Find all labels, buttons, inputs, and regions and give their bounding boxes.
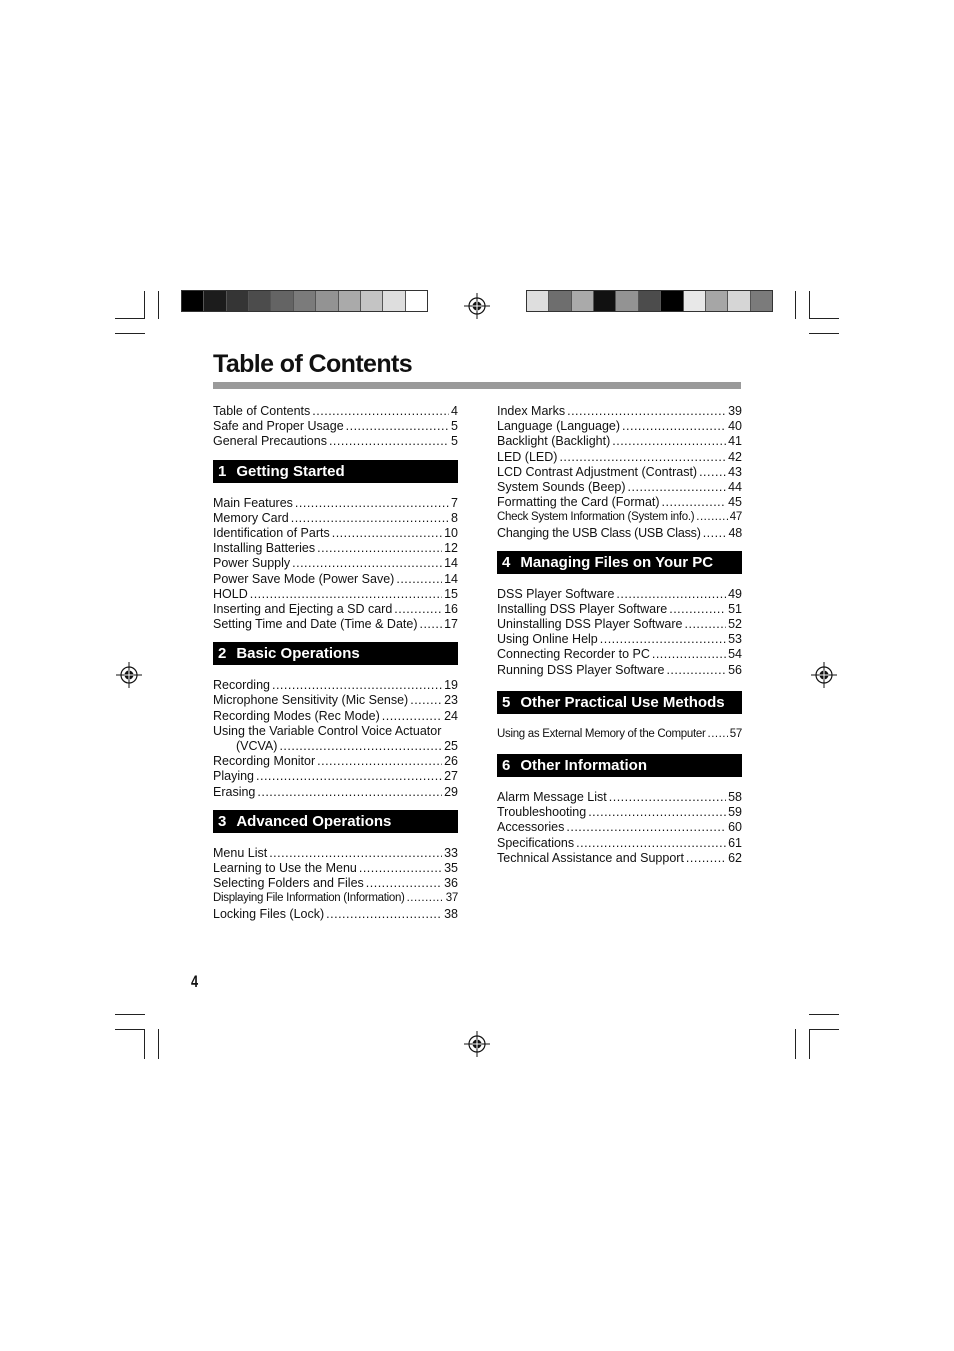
toc-entry[interactable]: Connecting Recorder to PC ..... 54 [497, 647, 742, 662]
page-number: 4 [191, 972, 199, 991]
toc-entry[interactable]: Recording Modes (Rec Mode) ..... 24 [213, 709, 458, 724]
crop-mark [809, 1029, 839, 1030]
registration-mark-icon [116, 662, 142, 688]
color-swatch [361, 291, 383, 311]
toc-entry[interactable]: Troubleshooting ..... 59 [497, 805, 742, 820]
registration-mark-icon [811, 662, 837, 688]
section-header-other-practical-use: 5 Other Practical Use Methods [497, 691, 742, 714]
color-swatch [227, 291, 249, 311]
color-swatch [751, 291, 772, 311]
color-swatch [616, 291, 638, 311]
crop-mark [795, 291, 796, 319]
color-swatch [572, 291, 594, 311]
color-swatch [549, 291, 571, 311]
toc-entry[interactable]: Using Online Help ..... 53 [497, 632, 742, 647]
color-swatch [383, 291, 405, 311]
color-swatch [204, 291, 226, 311]
crop-mark [158, 1029, 159, 1059]
toc-entry[interactable]: DSS Player Software ..... 49 [497, 587, 742, 602]
toc-entry[interactable]: Identification of Parts ..... 10 [213, 526, 458, 541]
page-title: Table of Contents [213, 350, 413, 378]
color-swatch [406, 291, 427, 311]
color-swatch [639, 291, 661, 311]
section-header-other-information: 6 Other Information [497, 754, 742, 777]
color-strip-right [526, 290, 773, 312]
toc-entry[interactable]: Using as External Memory of the Computer ..... 57 [497, 727, 742, 742]
toc-entry[interactable]: Power Supply ..... 14 [213, 556, 458, 571]
toc-entry[interactable]: Setting Time and Date (Time & Date) ..... 17 [213, 617, 458, 632]
toc-group-intro [213, 404, 458, 450]
color-swatch [294, 291, 316, 311]
toc-entry[interactable]: LED (LED) ..... 42 [497, 450, 742, 465]
toc-entry[interactable]: Recording ..... 19 [213, 678, 458, 693]
color-swatch [316, 291, 338, 311]
toc-entry[interactable]: Memory Card ..... 8 [213, 511, 458, 526]
crop-mark [115, 1014, 145, 1015]
crop-mark [809, 333, 839, 334]
crop-mark [809, 318, 839, 319]
toc-entry[interactable]: (VCVA) ..... 25 [213, 739, 458, 754]
toc-entry[interactable]: Check System Information (System info.) ..... 47 [497, 510, 742, 525]
toc-entry[interactable]: Selecting Folders and Files ..... 36 [213, 876, 458, 891]
color-swatch [527, 291, 549, 311]
registration-mark-icon [464, 293, 490, 319]
toc-entry[interactable]: Playing ..... 27 [213, 769, 458, 784]
toc-entry[interactable]: Main Features ..... 7 [213, 496, 458, 511]
toc-entry[interactable]: Installing DSS Player Software ..... 51 [497, 602, 742, 617]
toc-entry[interactable]: Index Marks ..... 39 [497, 404, 742, 419]
toc-entry[interactable]: Uninstalling DSS Player Software ..... 52 [497, 617, 742, 632]
registration-mark-icon [464, 1031, 490, 1057]
crop-mark [115, 333, 145, 334]
toc-entry[interactable]: Alarm Message List ..... 58 [497, 790, 742, 805]
toc-entry[interactable]: Locking Files (Lock) ..... 38 [213, 907, 458, 922]
toc-entry[interactable]: Installing Batteries ..... 12 [213, 541, 458, 556]
toc-entry[interactable]: Displaying File Information (Information) ..... 37 [213, 891, 458, 906]
toc-entry[interactable]: Recording Monitor ..... 26 [213, 754, 458, 769]
section-header-managing-files: 4 Managing Files on Your PC [497, 551, 742, 574]
toc-entry[interactable]: Menu List ..... 33 [213, 846, 458, 861]
section-header-basic-operations: 2 Basic Operations [213, 642, 458, 665]
crop-mark [158, 291, 159, 319]
crop-mark [795, 1029, 796, 1059]
crop-mark [809, 291, 810, 319]
title-rule [213, 382, 741, 389]
crop-mark [115, 318, 145, 319]
color-swatch [661, 291, 683, 311]
toc-entry[interactable]: Technical Assistance and Support ..... 62 [497, 851, 742, 866]
section-header-advanced-operations: 3 Advanced Operations [213, 810, 458, 833]
toc-column-left [213, 404, 458, 922]
color-swatch [339, 291, 361, 311]
toc-entry[interactable]: Specifications ..... 61 [497, 836, 742, 851]
toc-entry[interactable]: HOLD ..... 15 [213, 587, 458, 602]
toc-entry[interactable]: Erasing ..... 29 [213, 785, 458, 800]
toc-entry[interactable]: Backlight (Backlight) ..... 41 [497, 434, 742, 449]
toc-entry[interactable]: Accessories ..... 60 [497, 820, 742, 835]
crop-mark [809, 1014, 839, 1015]
toc-entry[interactable]: LCD Contrast Adjustment (Contrast) ..... 43 [497, 465, 742, 480]
toc-entry[interactable]: Using the Variable Control Voice Actuator [213, 723, 442, 738]
color-strip-left [181, 290, 428, 312]
toc-entry[interactable]: Safe and Proper Usage ..... 5 [213, 419, 458, 434]
color-swatch [728, 291, 750, 311]
toc-entry[interactable]: Microphone Sensitivity (Mic Sense) ..... 23 [213, 693, 458, 708]
color-swatch [271, 291, 293, 311]
toc-entry[interactable]: General Precautions ..... 5 [213, 434, 458, 449]
color-swatch [594, 291, 616, 311]
section-header-getting-started: 1 Getting Started [213, 460, 458, 483]
toc-entry[interactable]: System Sounds (Beep) ..... 44 [497, 480, 742, 495]
toc-entry[interactable]: Language (Language) ..... 40 [497, 419, 742, 434]
color-swatch [684, 291, 706, 311]
color-swatch [182, 291, 204, 311]
toc-entry[interactable]: Running DSS Player Software ..... 56 [497, 663, 742, 678]
toc-entry[interactable]: Changing the USB Class (USB Class) ..... 48 [497, 526, 742, 541]
toc-entry[interactable]: Table of Contents ..... 4 [213, 404, 458, 419]
toc-entry[interactable]: Inserting and Ejecting a SD card ..... 16 [213, 602, 458, 617]
crop-mark [809, 1029, 810, 1059]
color-swatch [706, 291, 728, 311]
crop-mark [144, 1029, 145, 1059]
color-swatch [249, 291, 271, 311]
toc-column-right [497, 404, 742, 866]
crop-mark [115, 1029, 145, 1030]
toc-entry[interactable]: Learning to Use the Menu ..... 35 [213, 861, 458, 876]
toc-entry[interactable]: Power Save Mode (Power Save) ..... 14 [213, 572, 458, 587]
crop-mark [144, 291, 145, 319]
toc-entry[interactable]: Formatting the Card (Format) ..... 45 [497, 495, 742, 510]
